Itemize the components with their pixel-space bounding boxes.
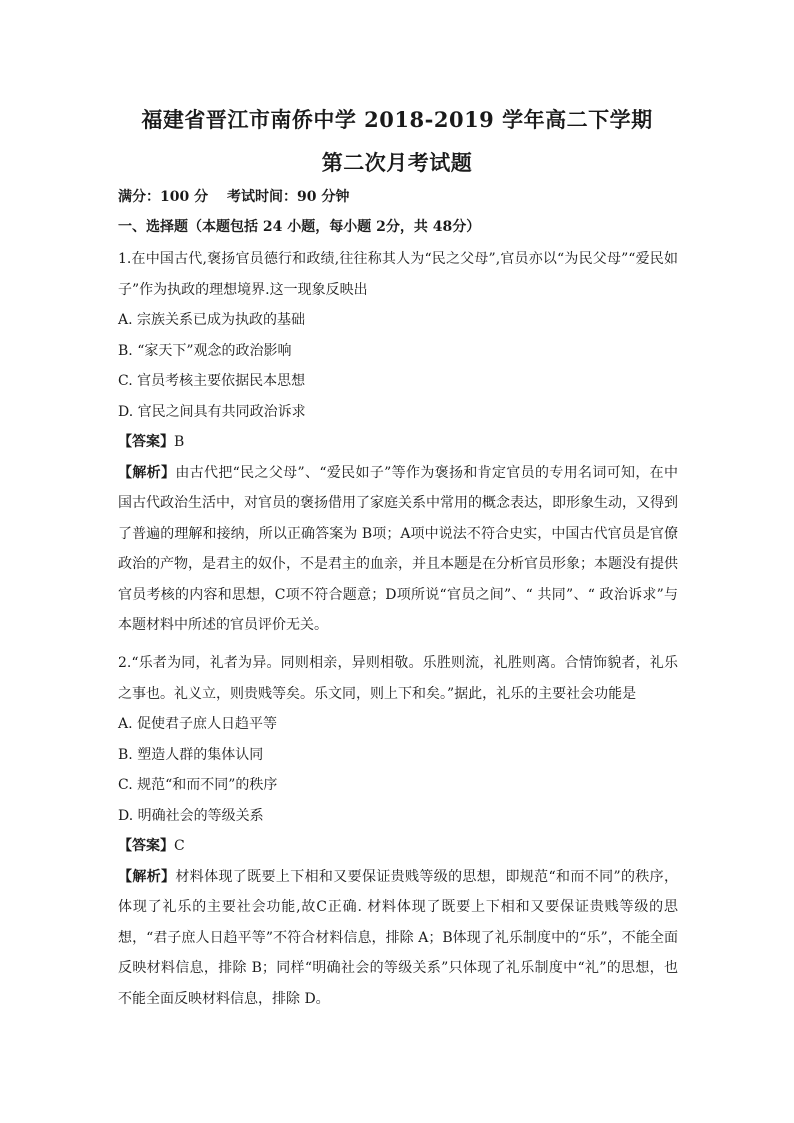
question-2-option-c: C. 规范“和而不同”的秩序 bbox=[118, 777, 278, 793]
question-1-analysis bbox=[118, 458, 678, 641]
exam-meta bbox=[118, 186, 363, 206]
question-1-answer bbox=[118, 427, 678, 458]
question-1-option-a: A. 宗族关系已成为执政的基础 bbox=[118, 312, 306, 328]
title-line-1: 福建省晋江市南侨中学 2018-2019 学年高二下学期 bbox=[141, 107, 653, 132]
answer-value: C bbox=[174, 838, 185, 854]
score-info: 满分：100 分 bbox=[118, 189, 209, 205]
question-1-option-c: C. 官员考核主要依据民本思想 bbox=[118, 373, 306, 389]
question-2-option-b: B. 塑造人群的集体认同 bbox=[118, 746, 264, 763]
question-2-option-a: A. 促使君子庶人日趋平等 bbox=[118, 716, 278, 732]
answer-tag: 【答案】 bbox=[118, 434, 174, 450]
analysis-tag: 【解析】 bbox=[118, 868, 176, 885]
title-line-2: 第二次月考试题 bbox=[321, 150, 473, 175]
question-2 bbox=[118, 648, 678, 1014]
question-1-option-d: D. 官民之间具有共同政治诉求 bbox=[118, 403, 306, 420]
analysis-tag: 【解析】 bbox=[118, 464, 176, 481]
question-2-answer bbox=[118, 831, 678, 862]
analysis-text: 由古代把“民之父母”、“爱民如子”等作为褒扬和肯定官员的专用名词可知，在中国古代政治生活中，对官员的褒扬借用了家庭关系中常用的概念表达，即形象生动，又得到了普遍的理解和接纳，所以正确答案为 B项；A项中说法不符合史实，中国古代官员是官僚政治的产物，是君主的奴仆，不是君主的血亲，并且本题是在分析官员形象；本题没有提供官员考核的内容和思想，C项不符合题意；D项所说“官员之间”、“ 共同”、“ 政治诉求”与本题材料中所述的官员评价无关。 bbox=[118, 464, 678, 633]
answer-tag: 【答案】 bbox=[118, 838, 174, 854]
question-1-stem: 1.在中国古代,褒扬官员德行和政绩,往往称其人为“民之父母”,官员亦以“为民父母”“爱民如子”作为执政的理想境界.这一现象反映出 bbox=[118, 251, 678, 298]
time-info: 考试时间：90 分钟 bbox=[226, 189, 350, 205]
question-2-analysis bbox=[118, 862, 678, 1015]
question-2-option-d: D. 明确社会的等级关系 bbox=[118, 807, 264, 824]
question-1-option-b: B. “家天下”观念的政治影响 bbox=[118, 342, 292, 359]
answer-value: B bbox=[174, 434, 185, 450]
section-heading: 一、选择题（本题包括 24 小题，每小题 2分，共 48分） bbox=[118, 219, 481, 235]
question-2-stem: 2.“乐者为同，礼者为异。同则相亲，异则相敬。乐胜则流，礼胜则离。合情饰貌者，礼乐之事也。礼义立，则贵贱等矣。乐文同，则上下和矣。”据此，礼乐的主要社会功能是 bbox=[118, 655, 678, 702]
question-1 bbox=[118, 244, 678, 641]
analysis-text: 材料体现了既要上下相和又要保证贵贱等级的思想，即规范“和而不同”的秩序，体现了礼乐的主要社会功能,故C正确. 材料体现了既要上下相和又要保证贵贱等级的思想，“君子庶人日趋平等”不符合材料信息，排除 A；B体现了礼乐制度中的“乐”，不能全面反映材料信息，排除 B；同样“明确社会的等级关系”只体现了礼乐制度中“礼”的思想，也不能全面反映材料信息，排除 D。 bbox=[118, 868, 679, 1007]
